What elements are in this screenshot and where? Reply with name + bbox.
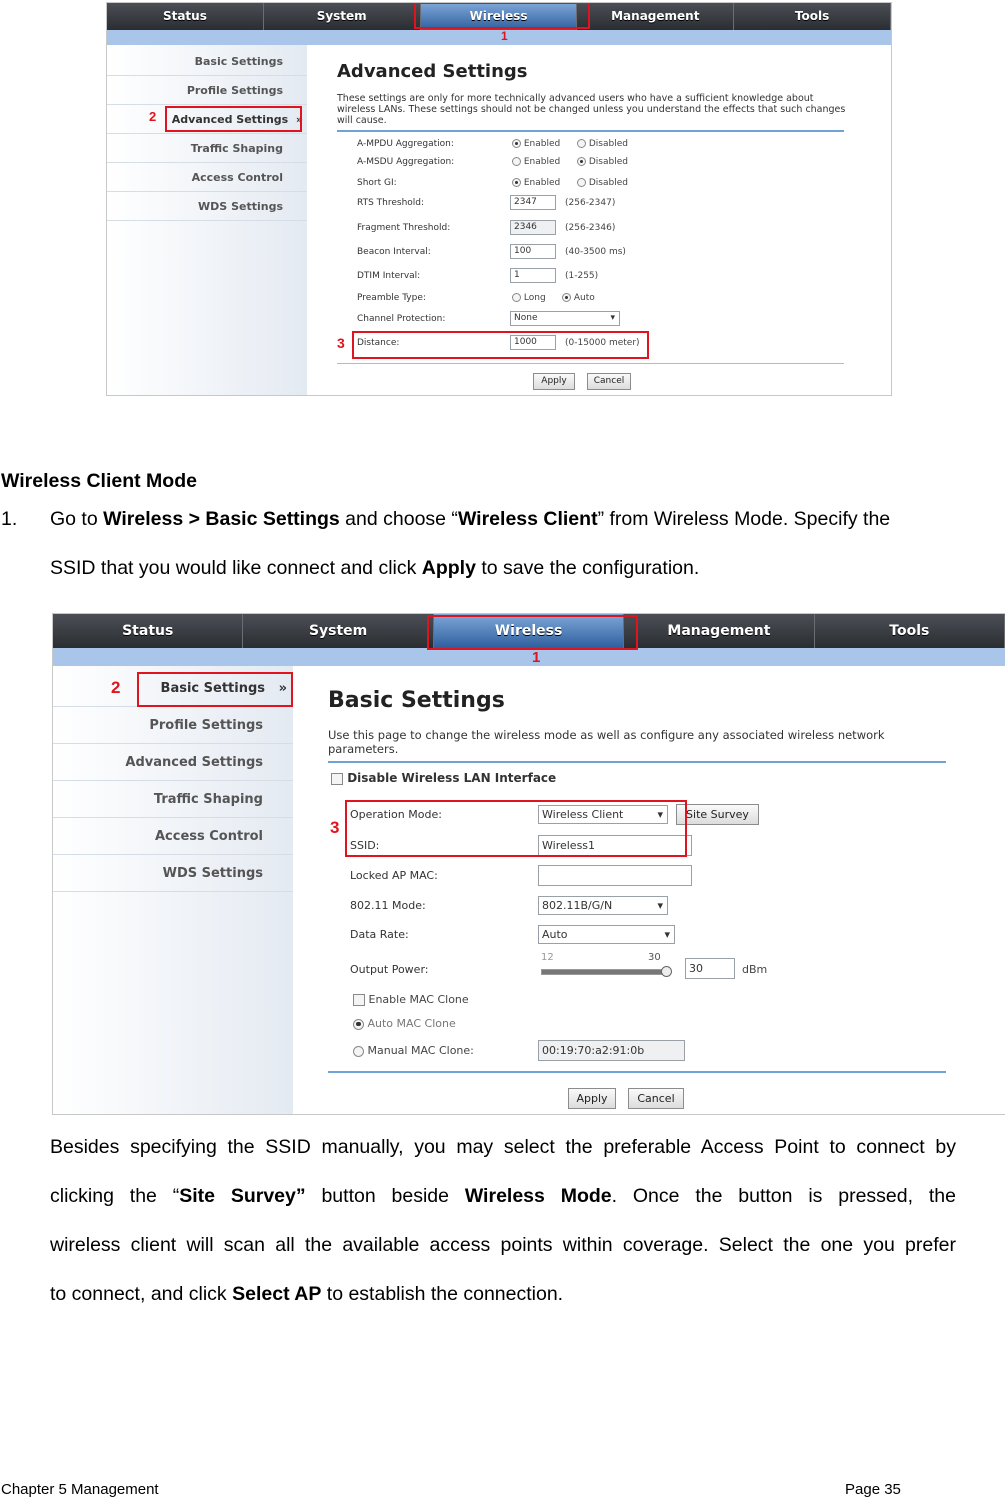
chevron-down-icon: ▾ (610, 313, 615, 323)
page-description: These settings are only for more technically advanced users who have a sufficient knowledge about wireless LANs. These settings should not be changed unless you understand the effects that such changes will cause. (337, 93, 846, 126)
cancel-button[interactable]: Cancel (587, 373, 631, 390)
preamble-long-radio[interactable]: Long (512, 293, 546, 303)
locked-ap-mac-input[interactable] (538, 865, 692, 886)
footer-page-number: Page 35 (845, 1481, 901, 1498)
ssid-label: SSID: (350, 839, 380, 852)
dtim-interval-hint: (1-255) (565, 271, 599, 281)
cancel-button[interactable]: Cancel (628, 1088, 684, 1109)
channel-protection-select[interactable]: None ▾ (510, 311, 620, 326)
dtim-interval-input[interactable]: 1 (510, 268, 556, 283)
section-heading: Wireless Client Mode (1, 470, 197, 492)
output-power-slider-fill (542, 970, 666, 974)
sidebar-item-label: Basic Settings (160, 681, 266, 696)
highlight-advanced-settings (165, 106, 302, 132)
nav-underbar (107, 30, 891, 45)
fragment-threshold-label: Fragment Threshold: (357, 223, 451, 233)
step-1-text: Go to Wireless > Basic Settings and choose “Wireless Client” from Wireless Mode. Specify the SSID that you would like connect and click Apply to save the configuration. (50, 508, 891, 579)
sidebar-item-basic-settings[interactable]: Basic Settings (107, 47, 307, 76)
highlight-wireless-tab (427, 615, 638, 650)
apply-button[interactable]: Apply (533, 373, 575, 390)
short-gi-label: Short GI: (357, 178, 397, 188)
manual-mac-clone-radio[interactable]: Manual MAC Clone: (353, 1044, 474, 1057)
tab-management[interactable]: Management (624, 614, 814, 648)
marker-1: 1 (532, 649, 541, 666)
tab-tools[interactable]: Tools (734, 3, 891, 30)
paragraph-site-survey: Besides specifying the SSID manually, you may select the preferable Access Point to connect by clicking the “Site Survey” button beside Wireless Mode. Once the button is pressed, the wireless client will scan all the available access points within coverage. Select the one you prefer to connect, and click Select AP to establish the connection. (50, 1136, 956, 1305)
output-power-min: 12 (541, 952, 554, 963)
sidebar-item-profile-settings[interactable]: Profile Settings (107, 76, 307, 105)
rts-threshold-label: RTS Threshold: (357, 198, 425, 208)
amsdu-enabled-radio[interactable]: Enabled (512, 157, 560, 167)
short-gi-disabled-radio[interactable]: Disabled (577, 178, 628, 188)
divider (337, 130, 844, 132)
rts-threshold-hint: (256-2347) (565, 198, 616, 208)
rts-threshold-input[interactable]: 2347 (510, 195, 556, 210)
chevron-right-icon: » (295, 113, 303, 126)
beacon-interval-hint: (40-3500 ms) (565, 247, 626, 257)
highlight-wireless-tab (414, 2, 590, 29)
tab-status[interactable]: Status (107, 3, 264, 30)
auto-mac-clone-radio[interactable]: Auto MAC Clone (353, 1017, 456, 1030)
disable-wlan-checkbox[interactable]: Disable Wireless LAN Interface (331, 771, 556, 785)
divider (328, 1071, 946, 1073)
sidebar-item-wds-settings[interactable]: WDS Settings (107, 192, 307, 221)
sidebar-item-advanced-settings[interactable]: Advanced Settings (53, 744, 293, 781)
highlight-distance (352, 331, 649, 359)
basic-settings-screenshot (52, 613, 1005, 1115)
page-title: Basic Settings (328, 688, 505, 713)
dtim-interval-label: DTIM Interval: (357, 271, 421, 281)
marker-3: 3 (330, 818, 340, 837)
tab-wireless[interactable]: Wireless (434, 614, 624, 648)
output-power-input[interactable]: 30 (685, 958, 735, 979)
sidebar-item-access-control[interactable]: Access Control (107, 163, 307, 192)
chevron-down-icon: ▾ (657, 808, 663, 821)
output-power-unit: dBm (742, 963, 768, 976)
ampdu-label: A-MPDU Aggregation: (357, 139, 454, 149)
amsdu-disabled-radio[interactable]: Disabled (577, 157, 628, 167)
output-power-slider[interactable] (541, 969, 667, 975)
marker-2: 2 (111, 678, 121, 697)
locked-ap-mac-label: Locked AP MAC: (350, 869, 438, 882)
data-rate-select[interactable]: Auto ▾ (538, 925, 675, 944)
tab-management[interactable]: Management (577, 3, 734, 30)
ampdu-disabled-radio[interactable]: Disabled (577, 139, 628, 149)
fragment-threshold-input[interactable]: 2346 (510, 220, 556, 235)
sidebar (53, 666, 293, 1114)
80211-mode-label: 802.11 Mode: (350, 899, 426, 912)
preamble-type-label: Preamble Type: (357, 293, 426, 303)
output-power-label: Output Power: (350, 963, 429, 976)
output-power-max: 30 (648, 952, 661, 963)
tab-system[interactable]: System (243, 614, 433, 648)
divider (328, 761, 946, 763)
site-survey-button[interactable]: Site Survey (676, 804, 759, 825)
marker-3: 3 (337, 335, 345, 351)
step-number: 1. (1, 508, 18, 530)
tab-status[interactable]: Status (53, 614, 243, 648)
80211-mode-select[interactable]: 802.11B/G/N ▾ (538, 896, 668, 915)
sidebar-item-profile-settings[interactable]: Profile Settings (53, 707, 293, 744)
output-power-slider-handle[interactable] (661, 966, 672, 977)
highlight-mode-ssid (345, 800, 687, 857)
amsdu-label: A-MSDU Aggregation: (357, 157, 455, 167)
sidebar-item-traffic-shaping[interactable]: Traffic Shaping (53, 781, 293, 818)
distance-label: Distance: (357, 338, 400, 348)
nav-underbar (53, 648, 1005, 666)
footer-chapter: Chapter 5 Management (1, 1481, 159, 1498)
preamble-auto-radio[interactable]: Auto (562, 293, 595, 303)
ampdu-enabled-radio[interactable]: Enabled (512, 139, 560, 149)
sidebar-item-access-control[interactable]: Access Control (53, 818, 293, 855)
sidebar-item-label: Advanced Settings (171, 113, 289, 126)
chevron-down-icon: ▾ (664, 928, 670, 941)
apply-button[interactable]: Apply (568, 1088, 616, 1109)
chevron-right-icon: » (278, 681, 287, 696)
distance-hint: (0-15000 meter) (565, 338, 640, 348)
data-rate-label: Data Rate: (350, 928, 409, 941)
beacon-interval-input[interactable]: 100 (510, 244, 556, 259)
fragment-threshold-hint: (256-2346) (565, 223, 616, 233)
sidebar-item-traffic-shaping[interactable]: Traffic Shaping (107, 134, 307, 163)
short-gi-enabled-radio[interactable]: Enabled (512, 178, 560, 188)
tab-system[interactable]: System (264, 3, 421, 30)
sidebar (107, 45, 307, 395)
tab-wireless[interactable]: Wireless (421, 3, 578, 30)
manual-mac-input[interactable]: 00:19:70:a2:91:0b (538, 1040, 685, 1061)
sidebar-item-wds-settings[interactable]: WDS Settings (53, 855, 293, 892)
beacon-interval-label: Beacon Interval: (357, 247, 431, 257)
operation-mode-label: Operation Mode: (350, 808, 442, 821)
highlight-basic-settings (137, 672, 293, 707)
channel-protection-label: Channel Protection: (357, 314, 446, 324)
ssid-input[interactable]: Wireless1 (538, 835, 692, 856)
page-title: Advanced Settings (337, 61, 528, 82)
advanced-settings-screenshot (106, 2, 892, 396)
operation-mode-select[interactable]: Wireless Client ▾ (538, 805, 668, 824)
distance-input[interactable]: 1000 (510, 335, 556, 350)
tab-tools[interactable]: Tools (815, 614, 1005, 648)
marker-2: 2 (149, 109, 157, 124)
chevron-down-icon: ▾ (657, 899, 663, 912)
page-description: Use this page to change the wireless mode as well as configure any associated wireless network parameters. (328, 728, 885, 756)
divider (337, 363, 844, 364)
marker-1: 1 (501, 29, 508, 43)
enable-mac-clone-checkbox[interactable]: Enable MAC Clone (353, 993, 469, 1006)
